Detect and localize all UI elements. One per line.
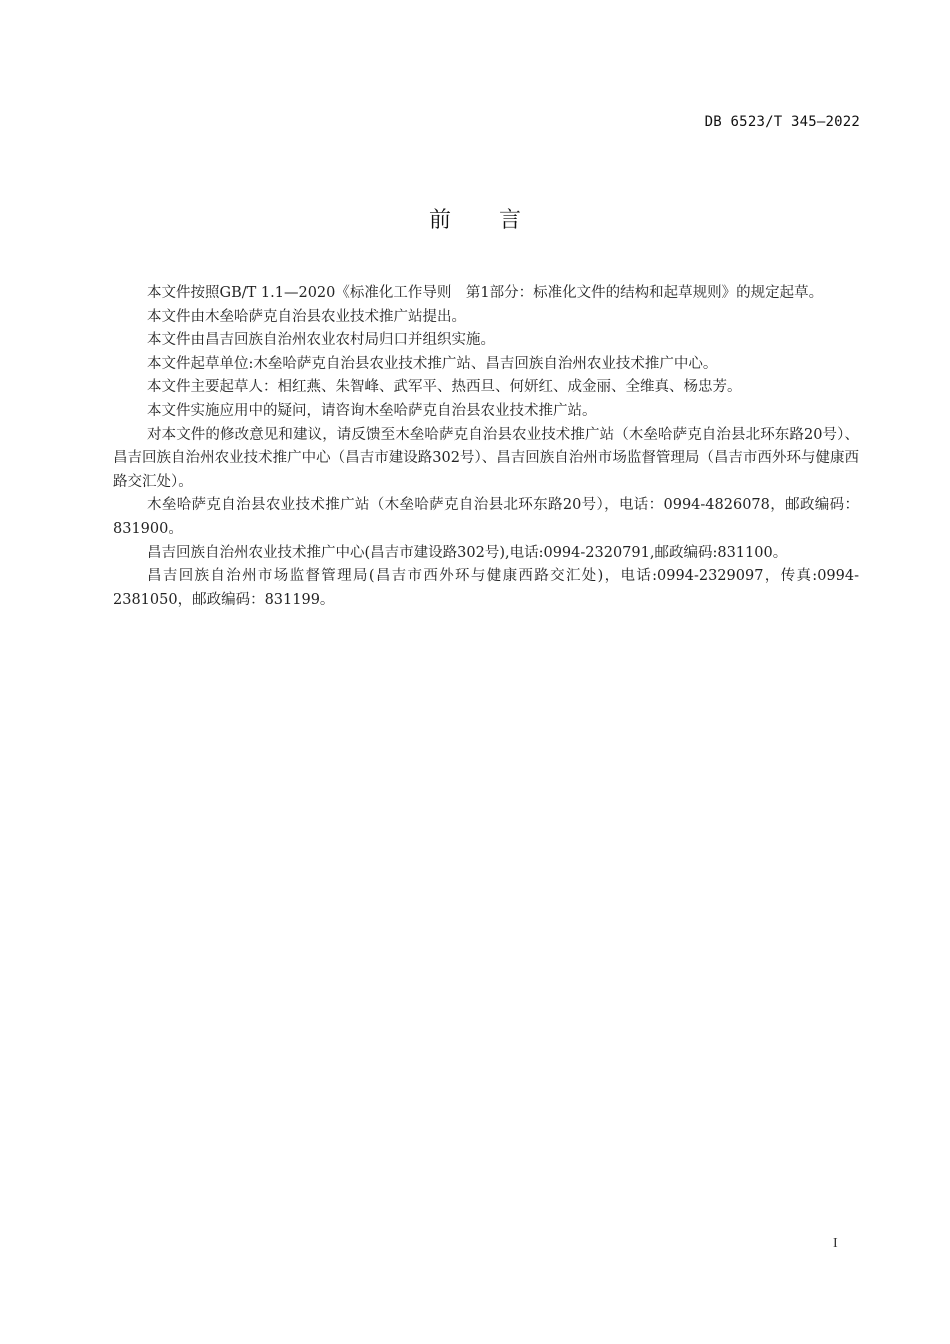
document-code: DB 6523/T 345—2022 bbox=[704, 114, 860, 130]
paragraph-administrator: 本文件由昌吉回族自治州农业农村局归口并组织实施。 bbox=[147, 332, 495, 349]
paragraph-drafting-basis: 本文件按照GB/T 1.1—2020《标准化工作导则 第1部分：标准化文件的结构和起草规则》的规定起草。 bbox=[147, 285, 824, 301]
paragraph-contact-muleistation: 木垒哈萨克自治县农业技术推广站（木垒哈萨克自治县北环东路20号），电话：0994-4826078，邮政编码：831900。 bbox=[113, 497, 859, 537]
paragraph-drafters: 本文件主要起草人：相红燕、朱智峰、武军平、热西旦、何妍红、成金丽、全维真、杨忠芳。 bbox=[147, 379, 742, 396]
foreword-body bbox=[113, 282, 859, 612]
paragraph-contact-market-bureau: 昌吉回族自治州市场监督管理局(昌吉市西外环与健康西路交汇处)，电话:0994-2329097，传真:0994-2381050，邮政编码：831199。 bbox=[113, 568, 859, 608]
paragraph-drafting-units: 本文件起草单位:木垒哈萨克自治县农业技术推广站、昌吉回族自治州农业技术推广中心。 bbox=[147, 355, 718, 372]
paragraph-feedback: 对本文件的修改意见和建议，请反馈至木垒哈萨克自治县农业技术推广站（木垒哈萨克自治县北环东路20号）、昌吉回族自治州农业技术推广中心（昌吉市建设路302号）、昌吉回族自治州市场监督管理局（昌吉市西外环与健康西路交汇处）。 bbox=[113, 426, 859, 490]
paragraph-inquiries: 本文件实施应用中的疑问，请咨询木垒哈萨克自治县农业技术推广站。 bbox=[147, 402, 597, 419]
paragraph-proposer: 本文件由木垒哈萨克自治县农业技术推广站提出。 bbox=[147, 308, 466, 325]
paragraph-contact-changji-center: 昌吉回族自治州农业技术推广中心(昌吉市建设路302号),电话:0994-2320791,邮政编码:831100。 bbox=[147, 544, 788, 561]
page-number: I bbox=[833, 1236, 838, 1251]
title-char-2: 言 bbox=[499, 208, 522, 233]
page-title bbox=[0, 203, 950, 234]
title-char-1: 前 bbox=[428, 208, 451, 233]
